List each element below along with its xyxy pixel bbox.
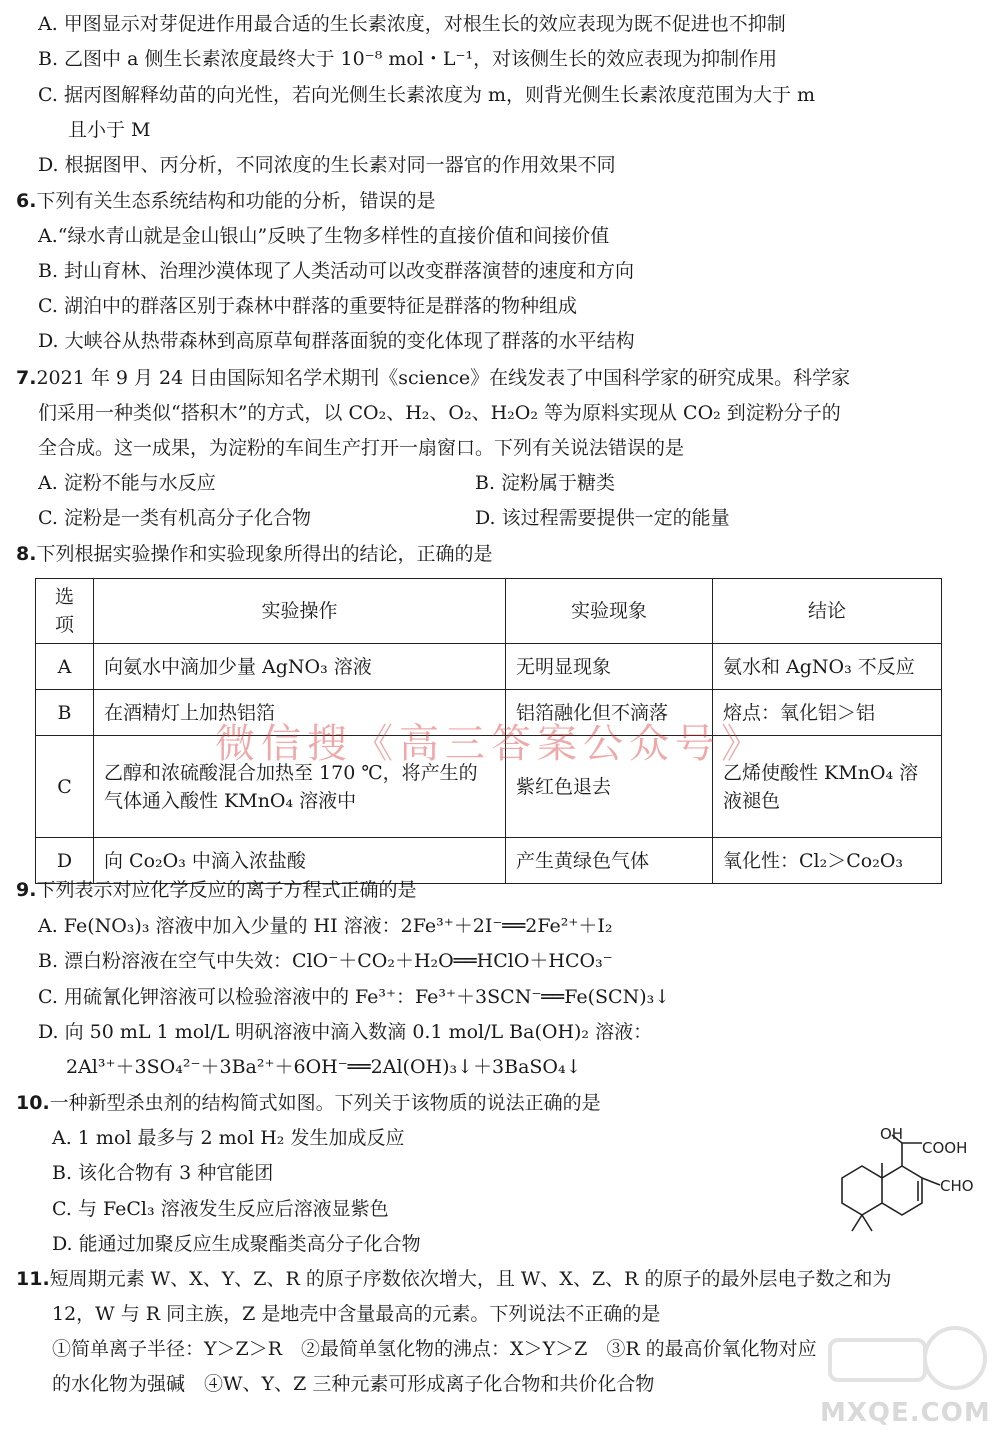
q5-option-d: D. 根据图甲、丙分析，不同浓度的生长素对同一器官的作用效果不同: [38, 154, 616, 176]
q11-number: 11.: [16, 1268, 50, 1290]
q6-option-b: B. 封山育林、治理沙漠体现了人类活动可以改变群落演替的速度和方向: [38, 260, 635, 282]
q11-stem-text-1: 短周期元素 W、X、Y、Z、R 的原子序数依次增大，且 W、X、Z、R 的原子的最外层电子数之和为: [49, 1268, 892, 1290]
q6-stem: [16, 188, 435, 214]
table-cell-option: A: [36, 644, 94, 690]
q11-statement-line-2: 的水化物为强碱 ④W、Y、Z 三种元素可形成离子化合物和共价化合物: [52, 1373, 655, 1395]
table-cell-phenomenon: 产生黄绿色气体: [506, 838, 713, 884]
q6-number: 6.: [16, 190, 37, 212]
table-cell-phenomenon: 紫红色退去: [506, 736, 713, 838]
q8-number: 8.: [16, 543, 37, 565]
q7-option-d: D. 该过程需要提供一定的能量: [475, 507, 730, 529]
table-cell-option: B: [36, 690, 94, 736]
aldehyde-label: CHO: [940, 1177, 974, 1195]
q9-stem: [16, 877, 416, 903]
q10-number: 10.: [16, 1092, 50, 1114]
hydroxyl-label: OH: [880, 1125, 904, 1143]
table-cell-operation: 向 Co₂O₃ 中滴入浓盐酸: [94, 838, 506, 884]
q8-stem-text: 下列根据实验操作和实验现象所得出的结论，正确的是: [36, 543, 493, 565]
q10-option-d: D. 能通过加聚反应生成聚酯类高分子化合物: [52, 1233, 421, 1255]
q10-stem-text: 一种新型杀虫剂的结构简式如图。下列关于该物质的说法正确的是: [49, 1092, 601, 1114]
q10-stem: [16, 1090, 601, 1116]
q9-option-b: B. 漂白粉溶液在空气中失效：ClO⁻＋CO₂＋H₂O══HClO＋HCO₃⁻: [38, 950, 613, 972]
q9-option-d: D. 向 50 mL 1 mol/L 明矾溶液中滴入数滴 0.1 mol/L Ba(OH)₂ 溶液：: [38, 1021, 653, 1043]
structural-formula-diagram: [812, 1123, 992, 1248]
q11-stem-line-2: 12，W 与 R 同主族，Z 是地壳中含量最高的元素。下列说法不正确的是: [52, 1303, 661, 1325]
table-row: [36, 736, 942, 838]
q6-stem-text: 下列有关生态系统结构和功能的分析，错误的是: [36, 190, 436, 212]
q7-number: 7.: [16, 367, 37, 389]
site-logo: [820, 1320, 990, 1430]
q7-stem-line-2: 们采用一种类似“搭积木”的方式，以 CO₂、H₂、O₂、H₂O₂ 等为原料实现从 CO₂ 到淀粉分子的: [38, 402, 841, 424]
q6-option-c: C. 湖泊中的群落区别于森林中群落的重要特征是群落的物种组成: [38, 295, 577, 317]
q10-option-c: C. 与 FeCl₃ 溶液发生反应后溶液显紫色: [52, 1198, 389, 1220]
table-cell-conclusion: 熔点：氧化铝＞铝: [713, 690, 942, 736]
table-cell-operation: 向氨水中滴加少量 AgNO₃ 溶液: [94, 644, 506, 690]
table-header-row: [36, 579, 942, 644]
table-cell-option: C: [36, 736, 94, 838]
q7-stem-line-3: 全合成。这一成果，为淀粉的车间生产打开一扇窗口。下列有关说法错误的是: [38, 437, 685, 459]
q5-option-c: C. 据丙图解释幼苗的向光性，若向光侧生长素浓度为 m，则背光侧生长素浓度范围为大于 m: [38, 84, 816, 106]
logo-text: MXQE.COM: [820, 1398, 991, 1428]
watermark-text: 微信搜《高三答案公众号》: [215, 721, 767, 767]
q10-option-b: B. 该化合物有 3 种官能团: [52, 1162, 274, 1184]
table-header-option: 选项: [36, 579, 94, 644]
table-header-conclusion: 结论: [713, 579, 942, 644]
q6-option-d: D. 大峡谷从热带森林到高原草甸群落面貌的变化体现了群落的水平结构: [38, 330, 635, 352]
table-cell-operation: 在酒精灯上加热铝箔: [94, 690, 506, 736]
q9-option-a: A. Fe(NO₃)₃ 溶液中加入少量的 HI 溶液：2Fe³⁺＋2I⁻══2Fe²⁺＋I₂: [38, 915, 613, 937]
table-cell-conclusion: 乙烯使酸性 KMnO₄ 溶液褪色: [713, 736, 942, 838]
q11-stem-line-1: [16, 1266, 892, 1292]
table-cell-option: D: [36, 838, 94, 884]
table-row: [36, 644, 942, 690]
q7-stem-line-1: [16, 365, 850, 391]
q9-number: 9.: [16, 879, 37, 901]
carboxyl-label: COOH: [922, 1139, 968, 1157]
q7-option-c: C. 淀粉是一类有机高分子化合物: [38, 507, 311, 529]
table-cell-phenomenon: 无明显现象: [506, 644, 713, 690]
q7-option-a: A. 淀粉不能与水反应: [38, 472, 216, 494]
table-header-phenomenon: 实验现象: [506, 579, 713, 644]
logo-graphic: [820, 1320, 990, 1400]
table-row: [36, 690, 942, 736]
q8-stem: [16, 541, 492, 567]
table-header-operation: 实验操作: [94, 579, 506, 644]
q9-option-c: C. 用硫氰化钾溶液可以检验溶液中的 Fe³⁺：Fe³⁺＋3SCN⁻══Fe(SCN)₃↓: [38, 986, 671, 1008]
q11-statement-line-1: ①简单离子半径：Y＞Z＞R ②最简单氢化物的沸点：X＞Y＞Z ③R 的最高价氧化物对应: [52, 1338, 817, 1360]
q5-option-c-continued: 且小于 M: [68, 119, 151, 141]
q5-option-b: B. 乙图中 a 侧生长素浓度最终大于 10⁻⁸ mol・L⁻¹，对该侧生长的效应表现为抑制作用: [38, 48, 778, 70]
q9-option-d-equation: 2Al³⁺＋3SO₄²⁻＋3Ba²⁺＋6OH⁻══2Al(OH)₃↓＋3BaSO₄↓: [66, 1056, 582, 1078]
q7-option-b: B. 淀粉属于糖类: [475, 472, 616, 494]
table-cell-operation: 乙醇和浓硫酸混合加热至 170 ℃，将产生的气体通入酸性 KMnO₄ 溶液中: [94, 736, 506, 838]
q5-option-a: A. 甲图显示对芽促进作用最合适的生长素浓度，对根生长的效应表现为既不促进也不抑制: [38, 13, 786, 35]
table-cell-conclusion: 氧化性：Cl₂＞Co₂O₃: [713, 838, 942, 884]
q6-option-a: A.“绿水青山就是金山银山”反映了生物多样性的直接价值和间接价值: [38, 225, 610, 247]
table-cell-conclusion: 氨水和 AgNO₃ 不反应: [713, 644, 942, 690]
table-cell-phenomenon: 铝箔融化但不滴落: [506, 690, 713, 736]
q10-option-a: A. 1 mol 最多与 2 mol H₂ 发生加成反应: [52, 1127, 405, 1149]
q9-stem-text: 下列表示对应化学反应的离子方程式正确的是: [36, 879, 417, 901]
q7-stem-text-1: 2021 年 9 月 24 日由国际知名学术期刊《science》在线发表了中国科学家的研究成果。科学家: [36, 367, 851, 389]
experiment-table: [35, 578, 942, 884]
